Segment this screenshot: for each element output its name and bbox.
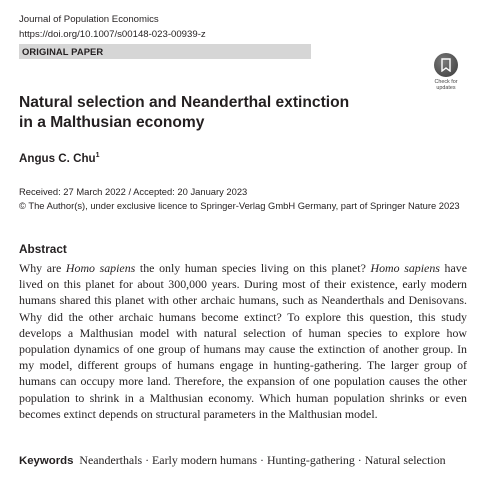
keywords	[19, 452, 467, 469]
article-type-bar: ORIGINAL PAPER	[19, 44, 311, 59]
keywords-label: Keywords	[19, 455, 74, 467]
affiliation-mark[interactable]: 1	[95, 152, 100, 160]
journal-name: Journal of Population Economics	[19, 14, 159, 25]
title-line: Natural selection and Neanderthal extinction	[19, 94, 350, 111]
copyright-notice: © The Author(s), under exclusive licence to Springer-Verlag GmbH Germany, part of Springer Nature 2023	[19, 200, 460, 211]
author-name[interactable]: Angus C. Chu	[19, 152, 96, 165]
keywords-list: Neanderthals · Early modern humans · Hunting-gathering · Natural selection	[79, 453, 446, 467]
abstract-text: have lived on this planet for about 300,000 years. During most of their existence, early modern humans shared this planet with other archaic humans, such as Neanderthals and Denisovans. Why did the other archaic humans become extinct? To explore this question, this study develops a Malthusian model with natural selection of human species to explore how population dynamics of one group of humans may cause the extinction of another group. In my model, different groups of humans engage in hunting-gathering. The larger group of humans can occupy more land. Therefore, the expansion of one population causes the other population to shrink in a Malthusian economy. Which human population shrinks or even becomes extinct depends on structural parameters in the Malthusian model.	[19, 261, 467, 421]
received-dates: Received: 27 March 2022 / Accepted: 20 January 2023	[19, 186, 248, 197]
bookmark-icon	[434, 53, 458, 77]
title-line: in a Malthusian economy	[19, 114, 205, 131]
check-for-updates-badge[interactable]	[428, 53, 464, 93]
abstract-heading: Abstract	[19, 242, 67, 256]
abstract-italic: Homo sapiens	[65, 261, 136, 275]
abstract-text: Why are	[19, 261, 66, 275]
doi-link[interactable]: https://doi.org/10.1007/s00148-023-00939-z	[19, 29, 206, 40]
badge-label: Check for updates	[434, 79, 458, 91]
abstract-text: the only human species living on this planet?	[135, 261, 371, 275]
article-title	[19, 93, 419, 133]
author	[19, 152, 100, 165]
abstract-body	[19, 260, 467, 422]
abstract-italic: Homo sapiens	[370, 261, 440, 275]
